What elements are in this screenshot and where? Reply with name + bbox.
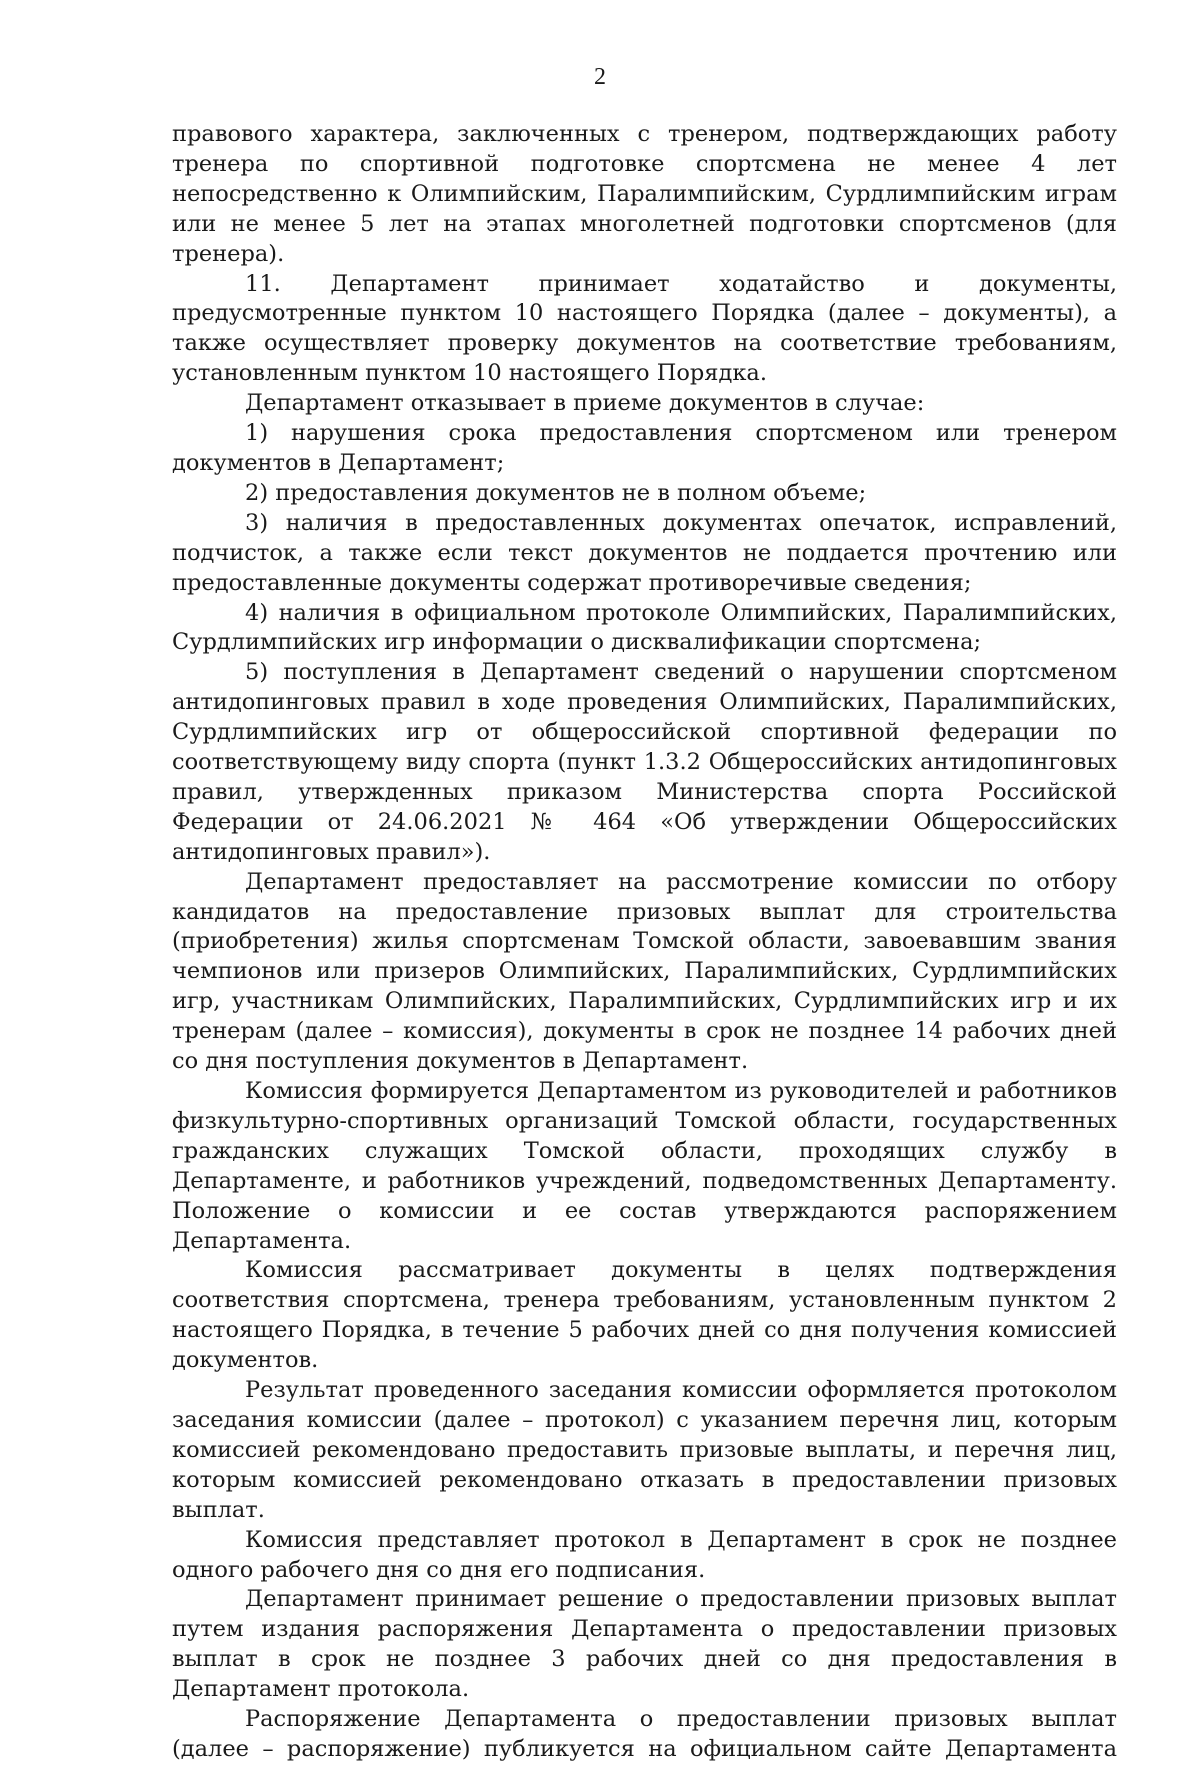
paragraph-commission-formation: Комиссия формируется Департаментом из руководителей и работников физкультурно-спортивных организаций Томской области, государственных гражданских служащих Томской области, проходящих службу в Департаменте, и работников учреждений, подведомственных Департаменту. Положение о комиссии и ее состав утверждаются распоряжением Департамента. — [172, 1078, 1117, 1254]
list-item-5: 5) поступления в Департамент сведений о нарушении спортсменом антидопинговых правил в ходе проведения Олимпийских, Паралимпийских, Сурдлимпийских игр от общероссийской спортивной федерации по соответствующему виду спорта (пункт 1.3.2 Общероссийских антидопинговых правил, утвержденных приказом Министерства спорта Российской Федерации от 24.06.2021 № 464 «Об утверждении Общероссийских антидопинговых правил»). — [172, 659, 1117, 865]
paragraph-publication: Распоряжение Департамента о предоставлении призовых выплат (далее – распоряжение) публикуется на официальном сайте Департамента — [172, 1706, 1117, 1762]
paragraph-item-11: 11. Департамент принимает ходатайство и документы, предусмотренные пунктом 10 настоящего Порядка (далее – документы), а также осуществляет проверку документов на соответствие требованиям, установленным пунктом 10 настоящего Порядка. — [172, 270, 1117, 387]
document-body — [172, 120, 1117, 1765]
list-item-1: 1) нарушения срока предоставления спортсменом или тренером документов в Департамент; — [172, 420, 1117, 476]
list-item-3: 3) наличия в предоставленных документах опечаток, исправлений, подчисток, а также если текст документов не поддается прочтению или предоставленные документы содержат противоречивые сведения; — [172, 509, 1117, 596]
paragraph-continuation: правового характера, заключенных с тренером, подтверждающих работу тренера по спортивной подготовке спортсмена не менее 4 лет непосредственно к Олимпийским, Паралимпийским, Сурдлимпийским играм или не менее 5 лет на этапах многолетней подготовки спортсменов (для тренера). — [172, 121, 1117, 267]
list-item-2: 2) предоставления документов не в полном объеме; — [245, 479, 867, 506]
page-number: 2 — [594, 64, 606, 90]
paragraph-meeting-result: Результат проведенного заседания комиссии оформляется протоколом заседания комиссии (далее – протокол) с указанием перечня лиц, которым комиссией рекомендовано предоставить призовые выплаты, и перечня лиц, которым комиссией рекомендовано отказать в предоставлении призовых выплат. — [172, 1377, 1117, 1523]
paragraph-commission-examines: Комиссия рассматривает документы в целях подтверждения соответствия спортсмена, тренера требованиям, установленным пунктом 2 настоящего Порядка, в течение 5 рабочих дней со дня получения комиссией документов. — [172, 1257, 1117, 1374]
list-item-4: 4) наличия в официальном протоколе Олимпийских, Паралимпийских, Сурдлимпийских игр информации о дисквалификации спортсмена; — [172, 599, 1117, 656]
paragraph-commission-review: Департамент предоставляет на рассмотрение комиссии по отбору кандидатов на предоставление призовых выплат для строительства (приобретения) жилья спортсменам Томской области, завоевавшим звания чемпионов или призеров Олимпийских, Паралимпийских, Сурдлимпийских игр, участникам Олимпийских, Паралимпийских, Сурдлимпийских игр и их тренерам (далее – комиссия), документы в срок не позднее 14 рабочих дней со дня поступления документов в Департамент. — [172, 868, 1117, 1075]
paragraph-decision: Департамент принимает решение о предоставлении призовых выплат путем издания распоряжения Департамента о предоставлении призовых выплат в срок не позднее 3 рабочих дней со дня предоставления в Департамент протокола. — [172, 1586, 1117, 1703]
paragraph-refusal-intro: Департамент отказывает в приеме документов в случае: — [245, 390, 925, 417]
paragraph-protocol-submission: Комиссия представляет протокол в Департамент в срок не позднее одного рабочего дня со дня его подписания. — [172, 1526, 1117, 1583]
